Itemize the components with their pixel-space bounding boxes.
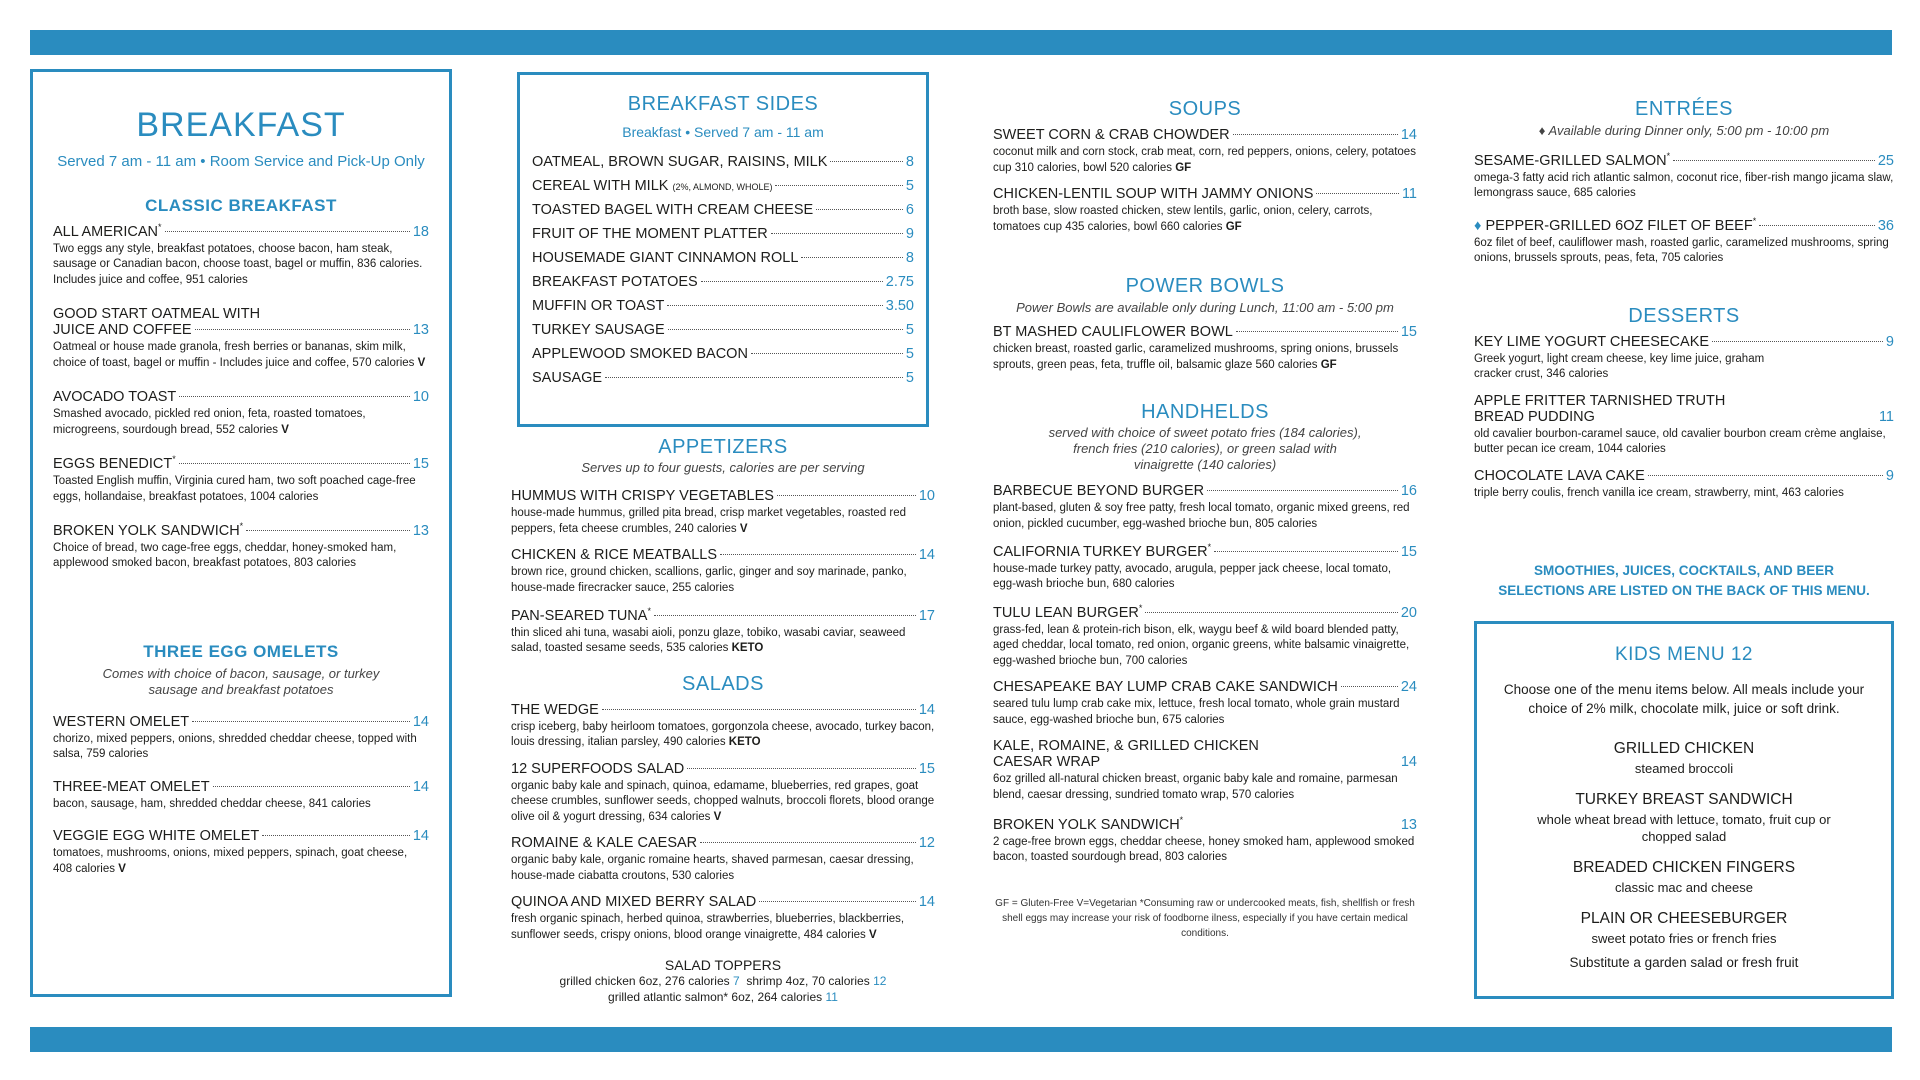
- beverages-note-line2: SELECTIONS ARE LISTED ON THE BACK OF THIS MENU.: [1498, 583, 1870, 599]
- item-price: 14: [412, 713, 429, 730]
- item-name: PAN-SEARED TUNA: [511, 607, 648, 624]
- side-item: [532, 370, 914, 386]
- side-price: 8: [905, 154, 914, 170]
- classic-breakfast-title: CLASSIC BREAKFAST: [145, 196, 337, 215]
- kids-item-name: BREADED CHICKEN FINGERS: [1572, 859, 1796, 877]
- item-description: chorizo, mixed peppers, onions, shredded cheddar cheese, topped with salsa, 759 calories: [53, 732, 417, 761]
- salad-toppers: [511, 957, 935, 1005]
- kids-item: [1495, 910, 1873, 947]
- raw-mark: *: [1207, 542, 1212, 552]
- item-name: BT MASHED CAULIFLOWER BOWL: [993, 324, 1233, 340]
- menu-item: [53, 779, 429, 813]
- topper-shrimp-price: 12: [873, 974, 887, 989]
- item-name: QUINOA AND MIXED BERRY SALAD: [511, 894, 757, 911]
- topper-chicken-price: 7: [732, 974, 740, 989]
- menu-item: [511, 547, 935, 596]
- side-item: [532, 154, 914, 170]
- item-description: coconut milk and corn stock, crab meat, corn, red peppers, onions, celery, potatoes cup 310 calories, bowl 520 calories: [993, 146, 1416, 174]
- menu-item: [1474, 151, 1894, 202]
- item-price: 17: [918, 607, 935, 624]
- raw-mark: *: [239, 521, 244, 532]
- raw-mark: *: [158, 222, 162, 232]
- menu-item: [53, 222, 429, 288]
- item-name: CALIFORNIA TURKEY BURGER: [993, 543, 1208, 560]
- side-price: 6: [905, 202, 914, 218]
- item-price: 12: [918, 835, 935, 852]
- item-tag: V: [869, 928, 877, 941]
- menu-item: [1474, 334, 1894, 383]
- kids-intro: Choose one of the menu items below. All meals include your choice of 2% milk, chocolate milk, juice or soft drink.: [1503, 682, 1865, 717]
- bottom-banner-bar: [30, 1027, 1892, 1052]
- item-description: tomatoes, mushrooms, onions, mixed peppers, spinach, goat cheese, 408 calories: [53, 847, 408, 875]
- power-bowls-title: POWER BOWLS: [1125, 275, 1285, 297]
- menu-item: [993, 679, 1417, 728]
- item-price: 14: [412, 828, 429, 845]
- raw-mark: *: [172, 454, 176, 465]
- menu-item: [993, 483, 1417, 532]
- menu-item: [511, 606, 935, 657]
- item-name: CHOCOLATE LAVA CAKE: [1474, 467, 1645, 484]
- item-price: 15: [918, 760, 935, 777]
- item-name: VEGGIE EGG WHITE OMELET: [53, 828, 260, 845]
- side-item: [532, 322, 914, 338]
- menu-item: [53, 454, 429, 505]
- raw-mark: *: [1666, 151, 1671, 161]
- menu-item: [511, 894, 935, 943]
- omelets-title: THREE EGG OMELETS: [143, 641, 339, 661]
- kids-item: [1495, 791, 1873, 845]
- menu-item: [1474, 216, 1894, 267]
- menu-item: [511, 835, 935, 884]
- item-name: WESTERN OMELET: [53, 713, 190, 730]
- item-tag: V: [281, 423, 289, 436]
- item-name: THE WEDGE: [511, 701, 599, 718]
- item-name: TULU LEAN BURGER: [993, 604, 1139, 621]
- side-name: SAUSAGE: [532, 370, 603, 386]
- item-description: Smashed avocado, pickled red onion, feta, roasted tomatoes, microgreens, sourdough bread, 552 calories: [53, 408, 366, 436]
- raw-mark: *: [1752, 215, 1757, 226]
- salads-title: SALADS: [682, 672, 764, 695]
- item-price: 36: [1877, 217, 1894, 234]
- item-description: plant-based, gluten & soy free patty, fresh local tomato, organic mixed greens, red onion, pickled cucumber, egg-washed brioche bun, 805 calories: [993, 502, 1410, 530]
- menu-item: [53, 714, 429, 763]
- item-name: CAESAR WRAP: [993, 754, 1101, 771]
- item-price: 14: [918, 547, 935, 563]
- side-price: 2.75: [885, 274, 914, 290]
- item-name: CHICKEN & RICE MEATBALLS: [511, 547, 718, 563]
- item-tag: V: [739, 522, 748, 535]
- item-description: seared tulu lump crab cake mix, lettuce, fresh local tomato, whole grain mustard sauce, egg-washed brioche bun, 675 calories: [993, 698, 1400, 726]
- item-name: SWEET CORN & CRAB CHOWDER: [993, 127, 1230, 143]
- breakfast-title: BREAKFAST: [136, 106, 346, 144]
- item-description: 6oz grilled all-natural chicken breast, organic baby kale and romaine, parmesan blend, caesar dressing, sundried tomato wrap, 570 calories: [993, 773, 1398, 801]
- item-price: 15: [1400, 324, 1417, 340]
- menu-item: [511, 761, 935, 826]
- side-item: [532, 346, 914, 362]
- kids-item-name: PLAIN OR CHEESEBURGER: [1580, 910, 1788, 928]
- menu-item: [993, 127, 1417, 176]
- item-description: Two eggs any style, breakfast potatoes, choose bacon, ham steak, sausage or Canadian bacon, choose toast, bagel or muffin, 836 calories. Includes juice and coffee, 951 calories: [53, 242, 423, 286]
- side-options: (2%, ALMOND, WHOLE): [672, 182, 773, 192]
- toppers-title: SALAD TOPPERS: [664, 957, 782, 974]
- breakfast-subtitle: Served 7 am - 11 am • Room Service and Pick-Up Only: [57, 153, 425, 170]
- item-name: CHESAPEAKE BAY LUMP CRAB CAKE SANDWICH: [993, 679, 1338, 696]
- item-tag: KETO: [728, 736, 761, 749]
- menu-item: [1474, 393, 1894, 458]
- footnote: GF = Gluten-Free V=Vegetarian *Consuming raw or undercooked meats, fish, shellfish or fresh shell eggs may increase your risk of foodborne ilness, especially if you have certain medical conditions.: [995, 897, 1415, 939]
- topper-shrimp: shrimp 4oz, 70 calories: [746, 974, 870, 989]
- item-name: BARBECUE BEYOND BURGER: [993, 483, 1205, 499]
- kids-substitute-note: Substitute a garden salad or fresh fruit: [1569, 955, 1799, 971]
- side-price: 5: [905, 322, 914, 338]
- item-price: 13: [412, 522, 429, 539]
- item-name: HUMMUS WITH CRISPY VEGETABLES: [511, 488, 774, 504]
- raw-mark: *: [647, 606, 651, 616]
- entrees-title: ENTRÉES: [1635, 98, 1733, 120]
- item-price: 10: [918, 488, 935, 504]
- side-name: TOASTED BAGEL WITH CREAM CHEESE: [532, 202, 814, 218]
- kids-item-desc: whole wheat bread with lettuce, tomato, fruit cup or chopped salad: [1537, 812, 1831, 845]
- item-description: house-made turkey patty, avocado, arugula, pepper jack cheese, local tomato, egg-wash brioche bun, 680 calories: [993, 562, 1392, 591]
- kids-item-desc: steamed broccoli: [1634, 761, 1734, 777]
- handhelds-title: HANDHELDS: [1141, 401, 1269, 423]
- kids-item: [1495, 859, 1873, 896]
- soups-title: SOUPS: [1168, 98, 1242, 120]
- item-name: BROKEN YOLK SANDWICH: [993, 816, 1180, 833]
- item-name-line1: KALE, ROMAINE, & GRILLED CHICKEN: [993, 738, 1259, 755]
- item-name: THREE-MEAT OMELET: [53, 778, 210, 795]
- item-price: 14: [412, 778, 429, 795]
- entrees-desserts-column: [1474, 98, 1894, 998]
- item-name: CHICKEN-LENTIL SOUP WITH JAMMY ONIONS: [993, 186, 1314, 202]
- entrees-note: ♦ Available during Dinner only, 5:00 pm - 10:00 pm: [1538, 123, 1830, 138]
- item-name-line1: APPLE FRITTER TARNISHED TRUTH: [1474, 392, 1726, 409]
- menu-item: [511, 488, 935, 537]
- item-description: Toasted English muffin, Virginia cured ham, two soft poached cage-free eggs, hollandaise, breakfast potatoes, 1004 calories: [53, 475, 416, 503]
- item-tag: KETO: [731, 642, 764, 655]
- item-price: 11: [1878, 408, 1894, 425]
- item-description: Greek yogurt, light cream cheese, key lime juice, graham cracker crust, 346 calories: [1474, 352, 1765, 381]
- omelets-note: Comes with choice of bacon, sausage, or turkey sausage and breakfast potatoes: [102, 665, 380, 697]
- topper-salmon-price: 11: [825, 990, 838, 1005]
- item-price: 14: [1400, 127, 1417, 143]
- menu-item: [993, 738, 1417, 803]
- item-price: 24: [1400, 679, 1417, 696]
- side-price: 3.50: [885, 298, 914, 314]
- power-bowls-note: Power Bowls are available only during Lunch, 11:00 am - 5:00 pm: [1016, 300, 1394, 315]
- beverages-note: [1474, 561, 1894, 601]
- item-name: ROMAINE & KALE CAESAR: [511, 835, 698, 852]
- raw-mark: *: [1138, 602, 1143, 613]
- side-item: [532, 202, 914, 218]
- item-tag: GF: [1175, 161, 1192, 174]
- sides-title: BREAKFAST SIDES: [627, 93, 819, 115]
- handhelds-note: served with choice of sweet potato fries (184 calories), french fries (210 calories), or green salad with vinaigrette (140 calories): [1048, 425, 1362, 472]
- item-description: broth base, slow roasted chicken, stew lentils, garlic, onion, celery, carrots, tomatoes cup 435 calories, bowl 660 calories: [993, 205, 1373, 233]
- item-description: crisp iceberg, baby heirloom tomatoes, gorgonzola cheese, avocado, turkey bacon, louis dressing, italian parsley, 490 calories: [511, 720, 935, 749]
- item-name: KEY LIME YOGURT CHEESECAKE: [1474, 333, 1710, 350]
- appetizers-salads-column: [511, 436, 935, 1006]
- side-name: CEREAL WITH MILK: [532, 178, 669, 194]
- item-name: BROKEN YOLK SANDWICH: [53, 522, 240, 539]
- item-price: 14: [918, 894, 935, 911]
- item-price: 13: [412, 322, 429, 339]
- breakfast-sides-panel: [517, 72, 929, 427]
- menu-item: [511, 702, 935, 751]
- item-description: Oatmeal or house made granola, fresh berries or bananas, skim milk, choice of toast, bagel or muffin - Includes juice and coffee, 570 calories: [53, 341, 415, 369]
- item-description: omega-3 fatty acid rich atlantic salmon, coconut rice, fiber-rish mango jicama slaw, lemongrass sauce, 685 calories: [1474, 171, 1894, 200]
- menu-item: [53, 389, 429, 438]
- item-description: house-made hummus, grilled pita bread, crisp market vegetables, roasted red peppers, feta cheese crumbles, 240 calories: [511, 507, 907, 535]
- item-price: 25: [1877, 152, 1894, 169]
- kids-item-name: TURKEY BREAST SANDWICH: [1575, 791, 1793, 809]
- side-name: OATMEAL, BROWN SUGAR, RAISINS, MILK: [532, 154, 828, 170]
- kids-item-desc: sweet potato fries or french fries: [1591, 931, 1777, 947]
- item-description: Choice of bread, two cage-free eggs, cheddar, honey-smoked ham, applewood smoked bacon, breakfast potatoes, 803 calories: [53, 541, 397, 570]
- side-item: [532, 178, 914, 194]
- side-name: HOUSEMADE GIANT CINNAMON ROLL: [532, 250, 799, 266]
- item-description: fresh organic spinach, herbed quinoa, strawberries, blueberries, blackberries, sunflower seeds, crispy onions, blood orange vinaigrette, 484 calories: [511, 913, 905, 941]
- side-name: BREAKFAST POTATOES: [532, 274, 698, 290]
- item-name: PEPPER-GRILLED 6OZ FILET OF BEEF: [1485, 217, 1753, 234]
- side-item: [532, 298, 914, 314]
- item-price: 18: [412, 223, 429, 240]
- item-price: 15: [412, 456, 429, 473]
- item-tag: V: [417, 356, 426, 369]
- kids-item-desc: classic mac and cheese: [1614, 880, 1753, 896]
- side-price: 5: [905, 178, 914, 194]
- menu-item: [993, 603, 1417, 669]
- item-name: ALL AMERICAN: [53, 223, 159, 240]
- side-item: [532, 274, 914, 290]
- item-description: thin sliced ahi tuna, wasabi aioli, ponzu glaze, tobiko, wasabi caviar, seaweed salad, toasted sesame seeds, 535 calories: [511, 626, 906, 655]
- item-name: JUICE AND COFFEE: [53, 322, 192, 339]
- menu-item: [993, 542, 1417, 593]
- menu-item: [993, 815, 1417, 866]
- side-item: [532, 226, 914, 242]
- sides-subtitle: Breakfast • Served 7 am - 11 am: [622, 124, 824, 140]
- soups-handhelds-column: [993, 98, 1417, 998]
- item-name: 12 SUPERFOODS SALAD: [511, 760, 685, 777]
- topper-salmon: grilled atlantic salmon* 6oz, 264 calories: [608, 990, 823, 1005]
- item-name-line1: GOOD START OATMEAL WITH: [53, 306, 261, 323]
- item-price: 13: [1400, 816, 1417, 833]
- item-price: 20: [1400, 604, 1417, 621]
- item-tag: GF: [1225, 220, 1242, 233]
- menu-item: [1474, 468, 1894, 502]
- menu-item: [53, 306, 429, 371]
- beverages-note-line1: SMOOTHIES, JUICES, COCKTAILS, AND BEER: [1533, 563, 1835, 579]
- kids-menu-title: KIDS MENU 12: [1615, 644, 1753, 666]
- item-name: SESAME-GRILLED SALMON: [1474, 152, 1667, 169]
- item-price: 14: [918, 701, 935, 718]
- item-tag: V: [118, 862, 126, 875]
- item-description: triple berry coulis, french vanilla ice cream, strawberry, mint, 463 calories: [1474, 486, 1844, 499]
- item-price: 10: [412, 389, 429, 406]
- appetizers-note: Serves up to four guests, calories are per serving: [581, 460, 865, 475]
- item-description: old cavalier bourbon-caramel sauce, old cavalier bourbon cream crème anglaise, butter pecan ice cream, 1044 calories: [1474, 427, 1886, 456]
- item-description: brown rice, ground chicken, scallions, garlic, ginger and soy marinade, panko, house-made firecracker sauce, 255 calories: [511, 566, 907, 594]
- kids-item: [1495, 740, 1873, 777]
- menu-item: [993, 186, 1417, 235]
- item-tag: GF: [1320, 358, 1337, 371]
- item-price: 14: [1400, 754, 1417, 771]
- side-name: FRUIT OF THE MOMENT PLATTER: [532, 226, 768, 242]
- item-description: grass-fed, lean & protein-rich bison, elk, waygu beef & wild board blended patty, aged cheddar, local tomato, red onion, organic greens, white balsamic vinaigrette, egg-washed brioche bun, 700 calories: [993, 623, 1410, 667]
- side-price: 5: [905, 346, 914, 362]
- item-name: BREAD PUDDING: [1474, 408, 1595, 425]
- side-price: 8: [905, 250, 914, 266]
- kids-item-name: GRILLED CHICKEN: [1613, 740, 1755, 758]
- dinner-only-icon: ♦: [1474, 217, 1486, 234]
- side-name: TURKEY SAUSAGE: [532, 322, 665, 338]
- item-description: chicken breast, roasted garlic, caramelized mushrooms, spring onions, brussels sprouts, green peas, feta, truffle oil, balsamic glaze 560 calories: [993, 343, 1399, 371]
- side-name: APPLEWOOD SMOKED BACON: [532, 346, 748, 362]
- item-description: 2 cage-free brown eggs, cheddar cheese, honey smoked ham, applewood smoked bacon, toasted sourdough bread, 803 calories: [993, 835, 1415, 864]
- item-price: 15: [1400, 543, 1417, 560]
- item-tag: V: [713, 810, 722, 823]
- raw-mark: *: [1179, 815, 1184, 826]
- item-price: 9: [1885, 467, 1894, 484]
- menu-item: [993, 324, 1417, 373]
- side-price: 5: [905, 370, 914, 386]
- item-price: 11: [1401, 186, 1417, 202]
- item-name: AVOCADO TOAST: [53, 389, 177, 406]
- menu-item: [53, 828, 429, 877]
- item-description: 6oz filet of beef, cauliflower mash, roasted garlic, caramelized mushrooms, spring onions, brussels sprouts, peas, feta, 705 calories: [1474, 236, 1889, 265]
- item-name: EGGS BENEDICT: [53, 456, 173, 473]
- breakfast-panel: [30, 69, 452, 997]
- topper-chicken: grilled chicken 6oz, 276 calories: [559, 974, 730, 989]
- item-description: organic baby kale, organic romaine hearts, shaved parmesan, caesar dressing, house-made ciabatta croutons, 530 calories: [511, 854, 914, 882]
- appetizers-title: APPETIZERS: [658, 436, 788, 458]
- side-name: MUFFIN OR TOAST: [532, 298, 665, 314]
- menu-item: [53, 521, 429, 572]
- item-description: organic baby kale and spinach, quinoa, edamame, blueberries, red grapes, goat cheese crumbles, sunflower seeds, chopped walnuts, broccoli florets, blood orange olive oil & yogurt dressing, 634 calories: [511, 779, 935, 823]
- kids-menu-panel: [1474, 621, 1894, 999]
- item-description: bacon, sausage, ham, shredded cheddar cheese, 841 calories: [53, 797, 371, 810]
- sides-list: [532, 154, 914, 386]
- item-price: 9: [1885, 333, 1894, 350]
- side-price: 9: [905, 226, 914, 242]
- top-banner-bar: [30, 30, 1892, 55]
- desserts-title: DESSERTS: [1628, 304, 1740, 327]
- side-item: [532, 250, 914, 266]
- item-price: 16: [1400, 483, 1417, 499]
